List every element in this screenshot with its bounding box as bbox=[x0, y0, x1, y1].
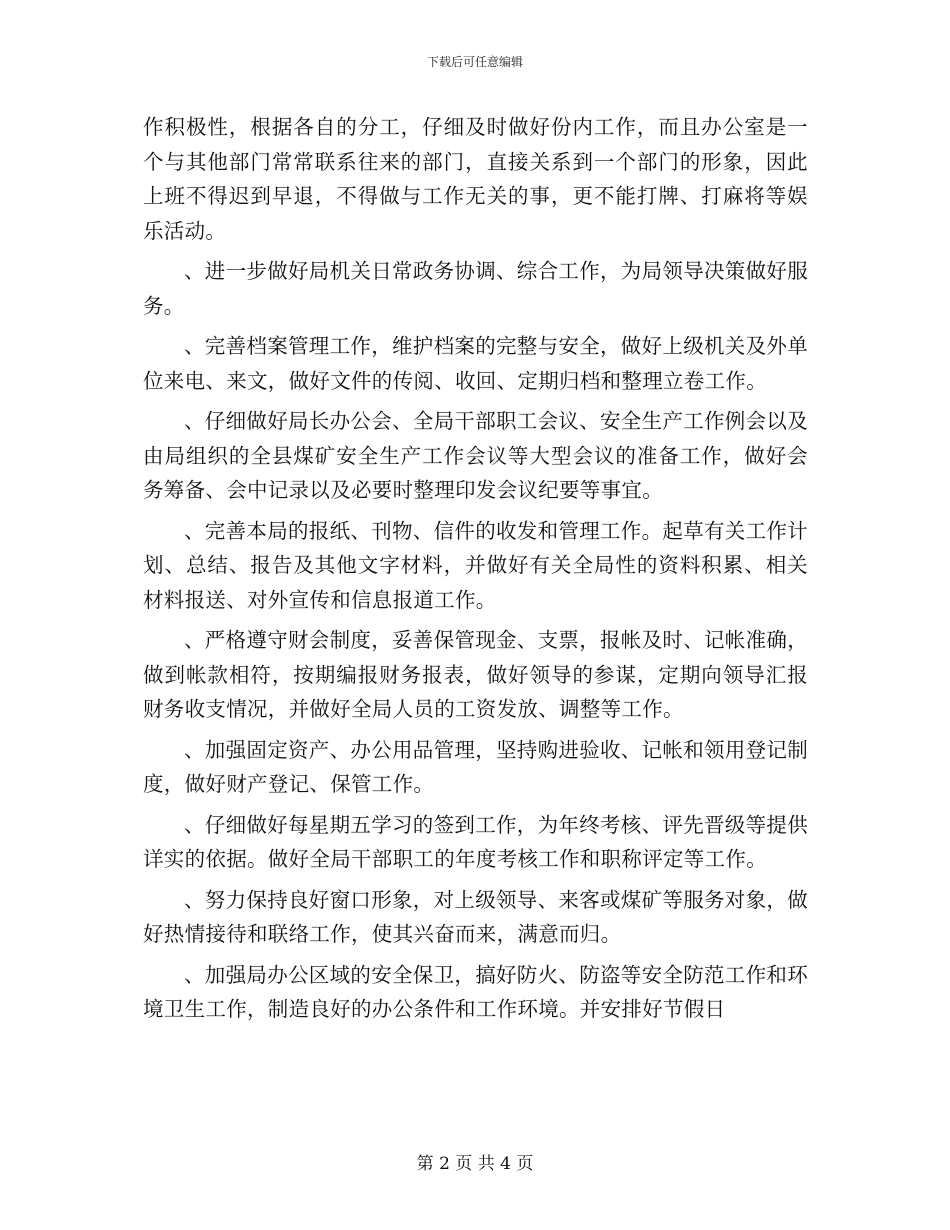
paragraph: 、努力保持良好窗口形象，对上级领导、来客或煤矿等服务对象，做好热情接待和联络工作，使其兴奋而来，满意而归。 bbox=[143, 887, 808, 946]
paragraph: 、完善本局的报纸、刊物、信件的收发和管理工作。起草有关工作计划、总结、报告及其他文字材料，并做好有关全局性的资料积累、相关材料报送、对外宣传和信息报道工作。 bbox=[143, 518, 808, 612]
paragraph: 、进一步做好局机关日常政务协调、综合工作，为局领导决策做好服务。 bbox=[143, 259, 808, 318]
paragraph: 、完善档案管理工作，维护档案的完整与安全，做好上级机关及外单位来电、来文，做好文件的传阅、收回、定期归档和整理立卷工作。 bbox=[143, 334, 808, 393]
paragraph: 、仔细做好局长办公会、全局干部职工会议、安全生产工作例会以及由局组织的全县煤矿安全生产工作会议等大型会议的准备工作，做好会务筹备、会中记录以及必要时整理印发会议纪要等事宜。 bbox=[143, 409, 808, 502]
page-number-footer: 第 2 页 共 4 页 bbox=[416, 1154, 534, 1174]
document-body bbox=[143, 110, 808, 1033]
paragraph: 、严格遵守财会制度，妥善保管现金、支票，报帐及时、记帐准确，做到帐款相符，按期编报财务报表，做好领导的参谋，定期向领导汇报财务收支情况，并做好全局人员的工资发放、调整等工作。 bbox=[143, 628, 808, 721]
page-header: 下载后可任意编辑 bbox=[426, 55, 523, 69]
paragraph: 作积极性，根据各自的分工，仔细及时做好份内工作，而且办公室是一个与其他部门常常联系往来的部门，直接关系到一个部门的形象，因此上班不得迟到早退，不得做与工作无关的事，更不能打牌、打麻将等娱乐活动。 bbox=[143, 115, 808, 243]
paragraph: 、加强局办公区域的安全保卫，搞好防火、防盗等安全防范工作和环境卫生工作，制造良好的办公条件和工作环境。并安排好节假日 bbox=[143, 962, 808, 1021]
paragraph: 、加强固定资产、办公用品管理，坚持购进验收、记帐和领用登记制度，做好财产登记、保管工作。 bbox=[143, 737, 808, 796]
paragraph: 、仔细做好每星期五学习的签到工作，为年终考核、评先晋级等提供详实的依据。做好全局干部职工的年度考核工作和职称评定等工作。 bbox=[143, 812, 808, 871]
